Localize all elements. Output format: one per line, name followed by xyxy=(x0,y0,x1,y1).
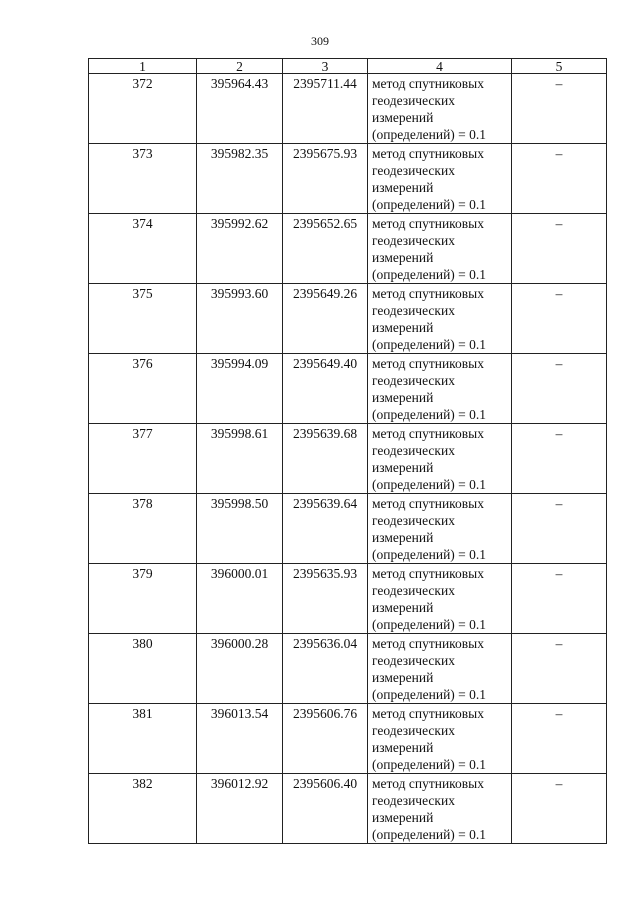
method-description-line: измерений xyxy=(372,600,434,615)
page-number: 309 xyxy=(311,34,329,48)
coordinates-table xyxy=(88,58,607,844)
y-coordinate-cell: 2395649.26 xyxy=(283,284,368,354)
method-description-line: метод спутниковых xyxy=(372,566,484,581)
note-cell: – xyxy=(512,354,607,424)
y-coordinate-cell: 2395711.44 xyxy=(283,74,368,144)
y-coordinate-cell: 2395639.68 xyxy=(283,424,368,494)
y-coordinate-cell: 2395635.93 xyxy=(283,564,368,634)
table-row xyxy=(89,564,607,634)
method-description-line: (определений) = 0.1 xyxy=(372,757,487,772)
method-description-line: (определений) = 0.1 xyxy=(372,267,487,282)
y-coordinate-cell: 2395639.64 xyxy=(283,494,368,564)
method-description-line: измерений xyxy=(372,320,434,335)
method-description-line: (определений) = 0.1 xyxy=(372,547,487,562)
point-number-cell: 377 xyxy=(89,424,197,494)
method-description-line: метод спутниковых xyxy=(372,706,484,721)
method-description-line: метод спутниковых xyxy=(372,636,484,651)
table-row xyxy=(89,704,607,774)
point-number-cell: 379 xyxy=(89,564,197,634)
point-number-cell: 382 xyxy=(89,774,197,844)
y-coordinate-cell: 2395675.93 xyxy=(283,144,368,214)
method-description-line: измерений xyxy=(372,180,434,195)
note-cell: – xyxy=(512,284,607,354)
method-description-cell xyxy=(368,424,512,494)
method-description-line: (определений) = 0.1 xyxy=(372,477,487,492)
x-coordinate-cell: 395992.62 xyxy=(197,214,283,284)
x-coordinate-cell: 395998.61 xyxy=(197,424,283,494)
point-number-cell: 378 xyxy=(89,494,197,564)
x-coordinate-cell: 396000.28 xyxy=(197,634,283,704)
method-description-line: метод спутниковых xyxy=(372,426,484,441)
note-cell: – xyxy=(512,774,607,844)
header-row xyxy=(89,59,607,74)
method-description-line: геодезических xyxy=(372,443,455,458)
x-coordinate-cell: 395982.35 xyxy=(197,144,283,214)
method-description-line: (определений) = 0.1 xyxy=(372,337,487,352)
x-coordinate-cell: 396013.54 xyxy=(197,704,283,774)
method-description-cell xyxy=(368,144,512,214)
method-description-line: (определений) = 0.1 xyxy=(372,687,487,702)
method-description-line: измерений xyxy=(372,390,434,405)
method-description-line: измерений xyxy=(372,670,434,685)
y-coordinate-cell: 2395606.76 xyxy=(283,704,368,774)
y-coordinate-cell: 2395636.04 xyxy=(283,634,368,704)
column-header-1: 1 xyxy=(89,59,197,74)
note-cell: – xyxy=(512,634,607,704)
method-description-line: измерений xyxy=(372,250,434,265)
table-row xyxy=(89,774,607,844)
table-header xyxy=(89,59,607,74)
table-row xyxy=(89,424,607,494)
method-description-cell xyxy=(368,634,512,704)
method-description-line: метод спутниковых xyxy=(372,216,484,231)
note-cell: – xyxy=(512,564,607,634)
method-description-line: геодезических xyxy=(372,233,455,248)
point-number-cell: 372 xyxy=(89,74,197,144)
method-description-line: измерений xyxy=(372,110,434,125)
x-coordinate-cell: 395994.09 xyxy=(197,354,283,424)
point-number-cell: 374 xyxy=(89,214,197,284)
x-coordinate-cell: 395964.43 xyxy=(197,74,283,144)
method-description-cell xyxy=(368,74,512,144)
y-coordinate-cell: 2395652.65 xyxy=(283,214,368,284)
method-description-cell xyxy=(368,284,512,354)
table-row xyxy=(89,214,607,284)
x-coordinate-cell: 395998.50 xyxy=(197,494,283,564)
method-description-line: геодезических xyxy=(372,723,455,738)
point-number-cell: 373 xyxy=(89,144,197,214)
x-coordinate-cell: 396000.01 xyxy=(197,564,283,634)
method-description-line: геодезических xyxy=(372,583,455,598)
method-description-line: геодезических xyxy=(372,373,455,388)
method-description-line: геодезических xyxy=(372,163,455,178)
method-description-line: (определений) = 0.1 xyxy=(372,127,487,142)
point-number-cell: 380 xyxy=(89,634,197,704)
method-description-line: геодезических xyxy=(372,303,455,318)
method-description-line: геодезических xyxy=(372,653,455,668)
column-header-2: 2 xyxy=(197,59,283,74)
y-coordinate-cell: 2395649.40 xyxy=(283,354,368,424)
point-number-cell: 381 xyxy=(89,704,197,774)
method-description-line: геодезических xyxy=(372,793,455,808)
note-cell: – xyxy=(512,494,607,564)
x-coordinate-cell: 395993.60 xyxy=(197,284,283,354)
method-description-cell xyxy=(368,214,512,284)
x-coordinate-cell: 396012.92 xyxy=(197,774,283,844)
y-coordinate-cell: 2395606.40 xyxy=(283,774,368,844)
method-description-cell xyxy=(368,774,512,844)
point-number-cell: 376 xyxy=(89,354,197,424)
table-row xyxy=(89,74,607,144)
note-cell: – xyxy=(512,74,607,144)
method-description-line: (определений) = 0.1 xyxy=(372,617,487,632)
table-row xyxy=(89,634,607,704)
note-cell: – xyxy=(512,424,607,494)
point-number-cell: 375 xyxy=(89,284,197,354)
table-row xyxy=(89,284,607,354)
method-description-line: метод спутниковых xyxy=(372,76,484,91)
column-header-3: 3 xyxy=(283,59,368,74)
note-cell: – xyxy=(512,704,607,774)
method-description-line: метод спутниковых xyxy=(372,286,484,301)
table-row xyxy=(89,494,607,564)
note-cell: – xyxy=(512,214,607,284)
column-header-4: 4 xyxy=(368,59,512,74)
method-description-line: измерений xyxy=(372,740,434,755)
method-description-line: (определений) = 0.1 xyxy=(372,407,487,422)
method-description-line: метод спутниковых xyxy=(372,146,484,161)
method-description-line: метод спутниковых xyxy=(372,496,484,511)
method-description-line: измерений xyxy=(372,810,434,825)
method-description-line: геодезических xyxy=(372,93,455,108)
table-row xyxy=(89,354,607,424)
method-description-line: (определений) = 0.1 xyxy=(372,197,487,212)
method-description-line: измерений xyxy=(372,530,434,545)
method-description-cell xyxy=(368,354,512,424)
method-description-line: (определений) = 0.1 xyxy=(372,827,487,842)
method-description-line: метод спутниковых xyxy=(372,776,484,791)
method-description-line: геодезических xyxy=(372,513,455,528)
method-description-cell xyxy=(368,494,512,564)
table-body xyxy=(89,74,607,844)
method-description-cell xyxy=(368,564,512,634)
method-description-line: измерений xyxy=(372,460,434,475)
method-description-line: метод спутниковых xyxy=(372,356,484,371)
method-description-cell xyxy=(368,704,512,774)
table-row xyxy=(89,144,607,214)
note-cell: – xyxy=(512,144,607,214)
column-header-5: 5 xyxy=(512,59,607,74)
